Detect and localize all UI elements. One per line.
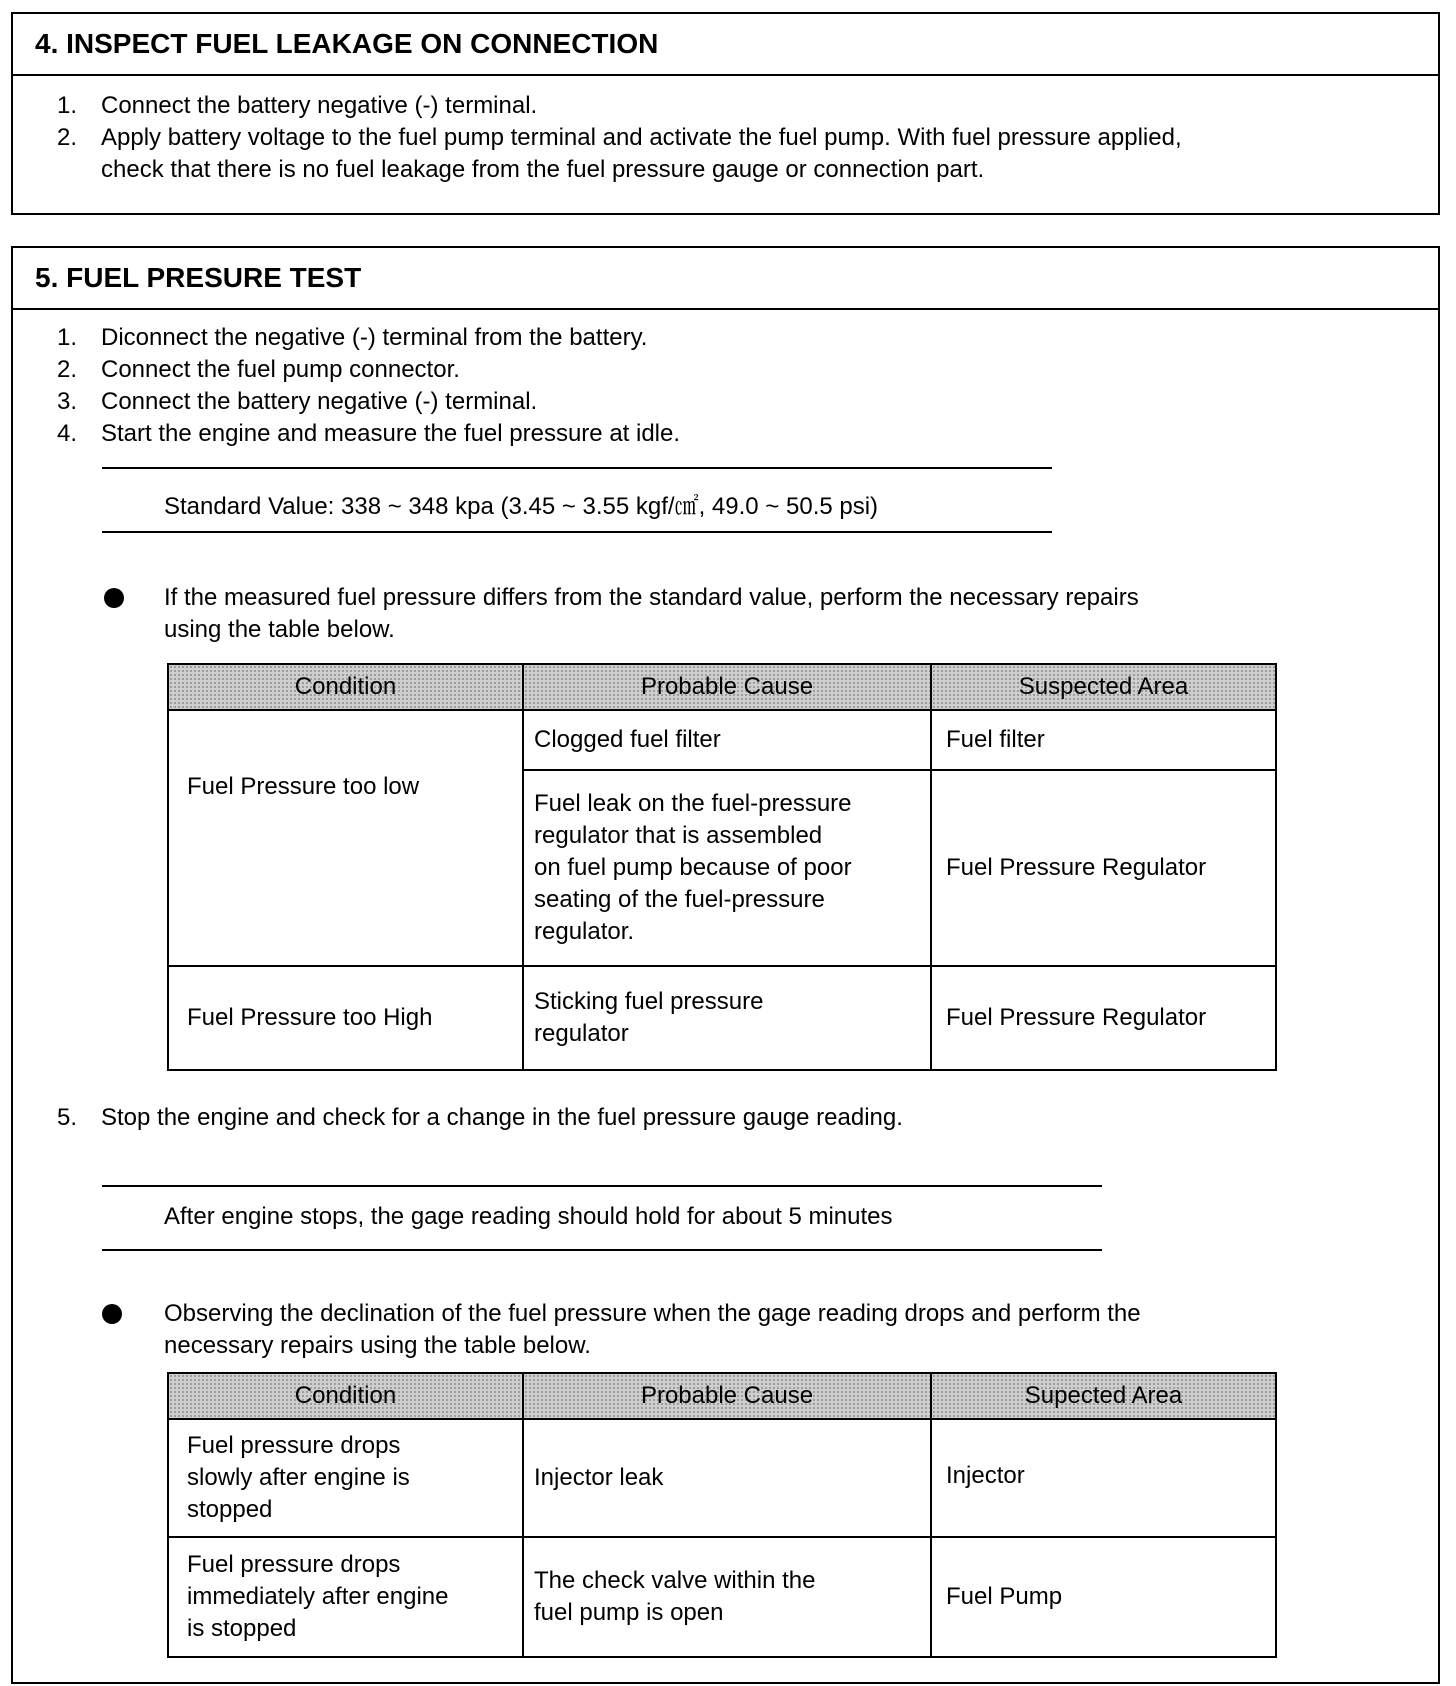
bullet-1-text: If the measured fuel pressure differs from the standard value, perform the necessary repairs using the table below. xyxy=(164,584,1139,643)
hold-note-top-rule xyxy=(102,1185,1102,1187)
table1-header-condition: Condition xyxy=(168,664,523,710)
table1-area-fuel-filter: Fuel filter xyxy=(931,710,1276,770)
fuel-pressure-table xyxy=(167,663,1277,1071)
pressure-drop-table xyxy=(167,1372,1277,1658)
table1-condition-high: Fuel Pressure too High xyxy=(168,966,523,1070)
table1-cause-sticking-regulator: Sticking fuel pressure regulator xyxy=(523,966,931,1070)
standard-value-bottom-rule xyxy=(102,531,1052,533)
table2-condition-immediate: Fuel pressure drops immediately after engine is stopped xyxy=(168,1537,523,1657)
table2-area-injector: Injector xyxy=(931,1419,1276,1537)
bullet-2-dot xyxy=(102,1304,122,1324)
table1-cause-clogged-filter: Clogged fuel filter xyxy=(523,710,931,770)
standard-value: Standard Value: 338 ~ 348 kpa (3.45 ~ 3.55 kgf/㎠, 49.0 ~ 50.5 psi) xyxy=(164,493,879,520)
table-row xyxy=(168,1419,1276,1537)
table-row xyxy=(168,710,1276,770)
table1-area-regulator-1: Fuel Pressure Regulator xyxy=(931,770,1276,966)
hold-note: After engine stops, the gage reading should hold for about 5 minutes xyxy=(164,1203,893,1230)
table2-header-condition: Condition xyxy=(168,1373,523,1419)
table1-header-area: Suspected Area xyxy=(931,664,1276,710)
table2-header-cause: Probable Cause xyxy=(523,1373,931,1419)
table-row xyxy=(168,1537,1276,1657)
table2-header-area: Supected Area xyxy=(931,1373,1276,1419)
table2-condition-slow: Fuel pressure drops slowly after engine is stopped xyxy=(168,1419,523,1537)
standard-value-top-rule xyxy=(102,467,1052,469)
table-row xyxy=(168,966,1276,1070)
table1-condition-low: Fuel Pressure too low xyxy=(168,710,523,966)
hold-note-bottom-rule xyxy=(102,1249,1102,1251)
table1-header-cause: Probable Cause xyxy=(523,664,931,710)
section-4-step-2: 2. Apply battery voltage to the fuel pump terminal and activate the fuel pump. With fuel pressure applied, check that there is no fuel leakage from the fuel pressure gauge or connection part. xyxy=(57,124,1182,183)
table2-cause-check-valve: The check valve within the fuel pump is open xyxy=(523,1537,931,1657)
bullet-1-dot xyxy=(104,588,124,608)
table1-cause-regulator-leak: Fuel leak on the fuel-pressure regulator that is assembled on fuel pump because of poor seating of the fuel-pressure regulator. xyxy=(523,770,931,966)
table2-cause-injector-leak: Injector leak xyxy=(523,1419,931,1537)
table2-area-fuel-pump: Fuel Pump xyxy=(931,1537,1276,1657)
section-4-box: 4. INSPECT FUEL LEAKAGE ON CONNECTION 1. Connect the battery negative (-) terminal. 2. Apply battery voltage to the fuel pump terminal and activate the fuel pump. With fuel pressure applied, check that there is no fuel leakage from the fuel pressure gauge or connection part. xyxy=(11,12,1440,215)
section-4-title: 4. INSPECT FUEL LEAKAGE ON CONNECTION xyxy=(13,14,1438,76)
bullet-2-text: Observing the declination of the fuel pressure when the gage reading drops and perform the necessary repairs using the table below. xyxy=(164,1300,1141,1359)
table1-area-regulator-2: Fuel Pressure Regulator xyxy=(931,966,1276,1070)
section-5-title: 5. FUEL PRESURE TEST xyxy=(13,248,1438,310)
